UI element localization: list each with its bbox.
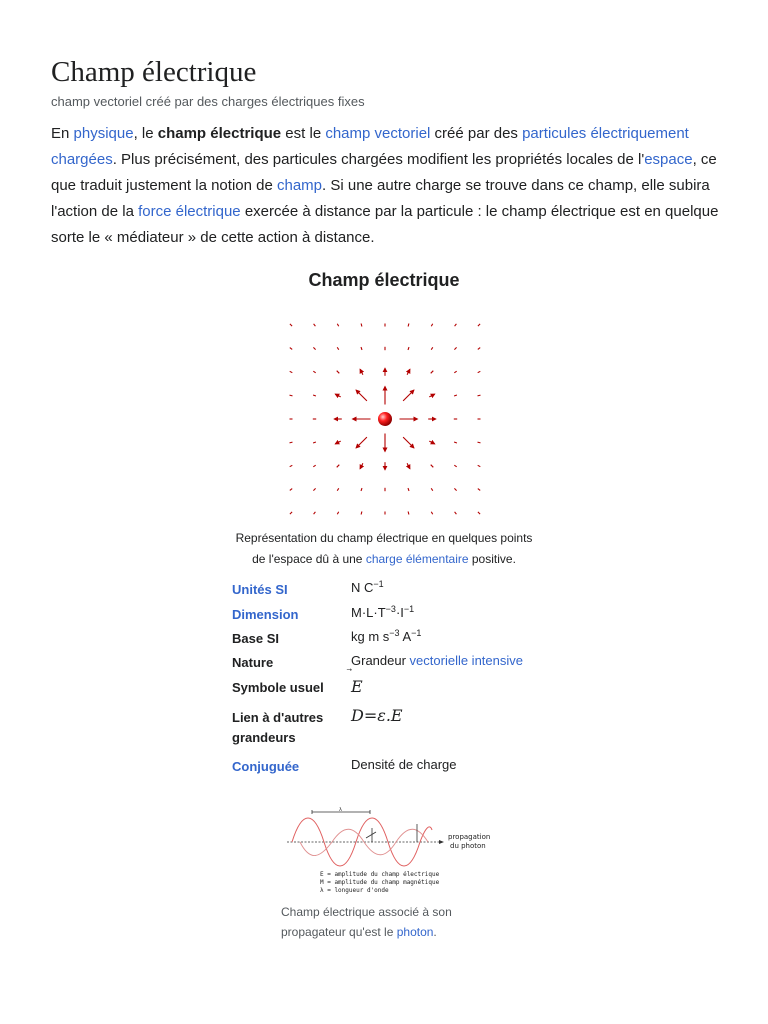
field-arrow	[431, 512, 432, 515]
positive-charge	[378, 412, 392, 426]
lambda-label: λ	[339, 807, 342, 813]
link-particules-chargees[interactable]: particules électriquement chargées	[51, 125, 689, 168]
field-arrow	[290, 348, 292, 350]
field-arrow	[290, 324, 292, 326]
field-arrow	[403, 390, 414, 401]
link-force-electrique[interactable]: force électrique	[138, 203, 241, 220]
field-arrow	[478, 348, 480, 350]
base-a: kg m s	[351, 629, 390, 644]
field-arrow	[478, 465, 481, 466]
field-arrow	[290, 512, 292, 514]
field-arrow	[403, 437, 414, 448]
link-physique[interactable]: physique	[73, 125, 134, 142]
field-arrow	[290, 395, 293, 396]
link-champ-vectoriel[interactable]: champ vectoriel	[325, 125, 431, 142]
label-unites-si[interactable]: Unités SI	[232, 582, 288, 597]
field-arrow	[313, 395, 316, 396]
photon-caption	[281, 902, 501, 942]
intro-text: . Si une autre charge se trouve dans ce champ, elle subira l'action de la	[51, 177, 710, 220]
field-arrow	[454, 371, 456, 373]
link-charge-elementaire[interactable]: charge élémentaire	[365, 552, 469, 566]
label-photon: du photon	[450, 842, 486, 850]
intro-text: exercée à distance par la particule : le champ électrique est en quelque sorte le « médiateur » de cette action à distance.	[51, 203, 719, 246]
field-arrow	[478, 489, 480, 491]
dim-i: ·I	[395, 605, 404, 620]
field-arrow	[408, 512, 409, 515]
field-arrow	[313, 465, 315, 467]
symbol-e: E	[351, 677, 363, 696]
value-conjuguee[interactable]: Densité de charge	[351, 757, 457, 772]
field-arrow	[361, 347, 362, 350]
label-lien-grandeurs: Lien à d'autres grandeurs	[232, 710, 324, 745]
field-arrow	[290, 465, 293, 466]
base-b: A	[399, 629, 412, 644]
legend-lambda: λ = longueur d'onde	[320, 887, 389, 894]
field-arrow	[337, 324, 338, 327]
field-arrow	[478, 371, 481, 372]
label-base-si: Base SI	[232, 631, 279, 646]
field-arrow	[431, 324, 432, 327]
field-arrow	[314, 324, 316, 326]
dim-m: M·L·T	[351, 605, 386, 620]
field-arrow	[478, 442, 481, 443]
link-champ[interactable]: champ	[276, 177, 323, 194]
base-a-exponent: −1	[411, 628, 422, 638]
field-arrow	[478, 324, 480, 326]
label-symbole-usuel: Symbole usuel	[232, 680, 324, 695]
field-arrow	[455, 324, 457, 326]
value-base-si	[351, 629, 421, 644]
field-arrow	[335, 394, 340, 397]
label-nature: Nature	[232, 655, 274, 670]
field-arrow	[337, 371, 340, 374]
field-arrow	[455, 512, 457, 514]
legend-e: E = amplitude du champ électrique	[320, 871, 440, 878]
field-arrow	[337, 512, 338, 515]
field-arrow	[478, 512, 480, 514]
field-arrow	[361, 488, 362, 491]
field-arrow	[356, 437, 367, 448]
value-lien	[351, 706, 403, 725]
intro-paragraph	[51, 121, 731, 251]
field-arrow	[478, 395, 481, 396]
field-arrow	[407, 369, 410, 374]
field-arrow	[454, 488, 456, 490]
field-arrow	[454, 347, 456, 349]
field-arrow	[337, 347, 339, 349]
value-unites-si[interactable]	[351, 580, 384, 595]
intro-text: , ce que traduit justement la notion de	[51, 151, 717, 194]
field-arrow	[431, 347, 433, 349]
field-arrow	[454, 395, 457, 396]
electric-field-diagram[interactable]	[281, 314, 491, 524]
relation-e: E	[390, 706, 403, 725]
field-arrow	[408, 488, 409, 491]
intro-text: est le	[281, 125, 326, 142]
field-arrow	[429, 394, 434, 397]
field-arrow	[360, 369, 363, 374]
field-arrow	[313, 488, 315, 490]
intro-text: . Plus précisément, des particules chargées modifient les propriétés locales de l'	[112, 151, 645, 168]
dim-t-exponent: −3	[385, 604, 396, 614]
field-arrow	[356, 390, 367, 401]
units-base: N C	[351, 580, 374, 595]
page-subtitle: champ vectoriel créé par des charges électriques fixes	[51, 94, 365, 109]
link-espace[interactable]: espace	[644, 151, 693, 168]
label-conjuguee[interactable]: Conjuguée	[232, 759, 300, 774]
relation-mid: =ε.	[363, 706, 391, 725]
field-arrow	[431, 465, 434, 468]
field-arrow	[431, 488, 433, 490]
base-s-exponent: −3	[389, 628, 400, 638]
field-arrow	[337, 488, 339, 490]
field-arrow	[290, 371, 293, 372]
field-arrow	[407, 463, 410, 468]
field-arrow	[429, 441, 434, 444]
field-arrow	[360, 463, 363, 468]
field-arrow	[314, 512, 316, 514]
field-arrow	[313, 347, 315, 349]
field-arrow	[313, 442, 316, 443]
field-arrow	[454, 465, 456, 467]
intro-bold-term: champ électrique	[157, 125, 282, 142]
field-arrow	[431, 371, 434, 374]
field-arrow	[290, 489, 292, 491]
intro-text: , le	[133, 125, 158, 142]
field-arrow	[337, 465, 340, 468]
field-arrow	[290, 442, 293, 443]
value-symbole	[351, 677, 363, 696]
caption-text: positive.	[468, 552, 516, 566]
field-arrow	[454, 442, 457, 443]
dim-i-exponent: −1	[403, 604, 415, 614]
value-nature	[351, 653, 523, 668]
caption-text: Représentation du champ électrique en quelques points de l'espace dû à une	[235, 531, 533, 566]
label-propagation: propagation	[448, 833, 491, 841]
caption-text: .	[433, 925, 437, 939]
units-exponent: −1	[373, 579, 384, 589]
field-arrow	[313, 371, 315, 373]
label-dimension[interactable]: Dimension	[232, 607, 299, 622]
intro-text: créé par des	[430, 125, 523, 142]
value-dimension[interactable]	[351, 605, 414, 620]
relation-d: D	[351, 706, 364, 725]
link-vectorielle-intensive[interactable]: vectorielle intensive	[409, 653, 523, 668]
infobox-title: Champ électrique	[308, 270, 460, 290]
link-photon[interactable]: photon	[396, 925, 434, 939]
caption-text: Champ électrique associé à son propagateur qu'est le	[281, 905, 452, 939]
legend-m: M = amplitude du champ magnétique	[320, 879, 440, 886]
field-arrow	[361, 512, 362, 515]
field-arrow	[408, 347, 409, 350]
field-arrow	[361, 324, 362, 327]
page-title: Champ électrique	[51, 56, 257, 88]
nature-text: Grandeur	[351, 653, 410, 668]
field-arrow	[335, 441, 340, 444]
field-arrow	[408, 324, 409, 327]
photon-diagram[interactable]	[282, 800, 497, 896]
field-caption	[228, 528, 540, 570]
intro-text: En	[51, 125, 74, 142]
